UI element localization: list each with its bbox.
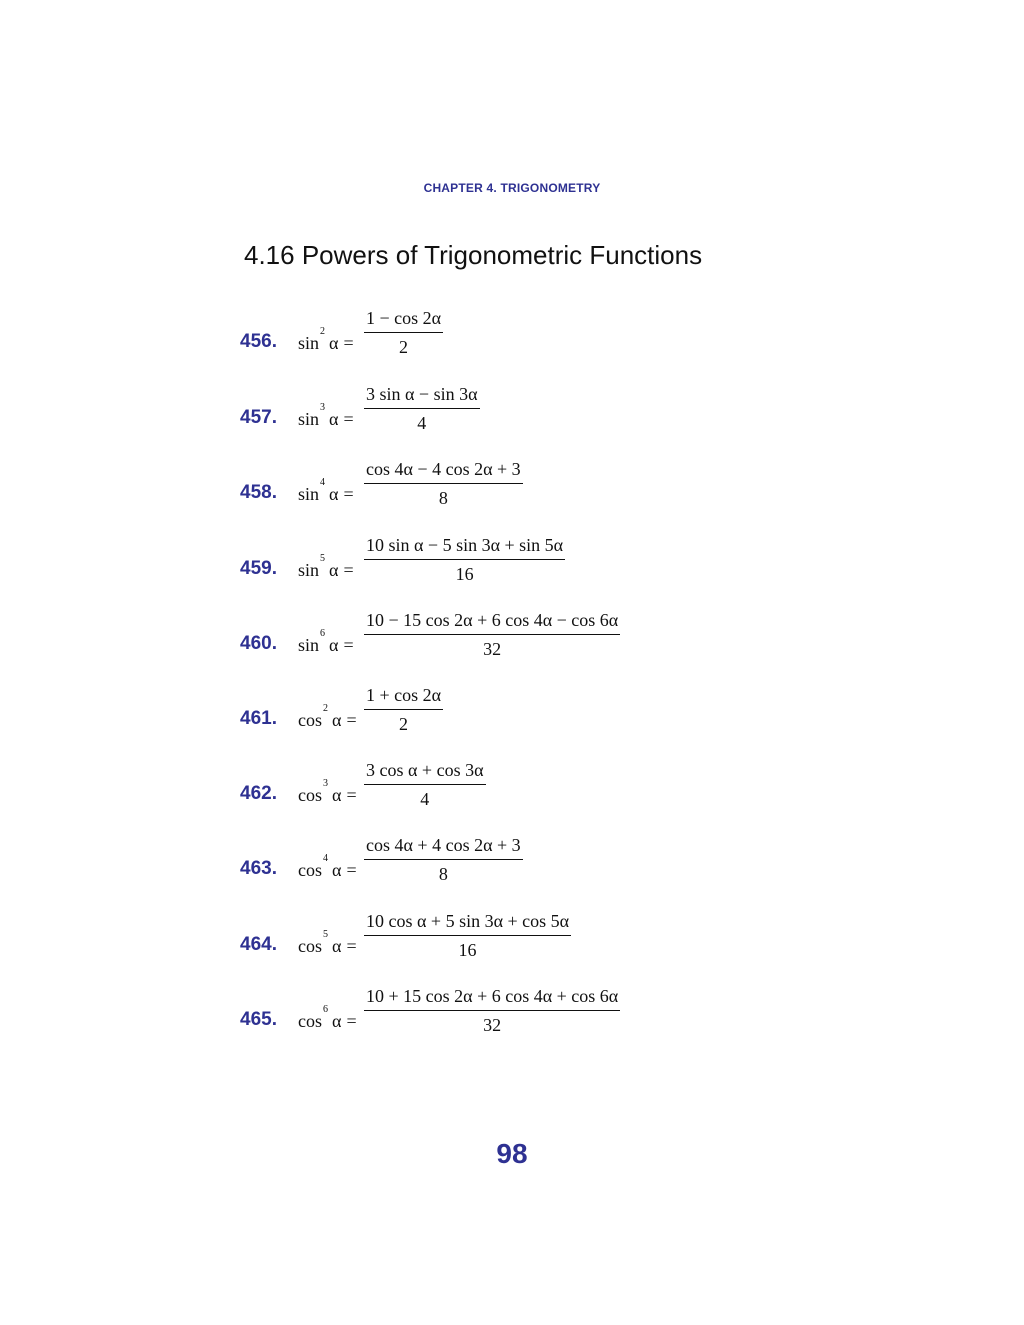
numerator: cos 4α − 4 cos 2α + 3	[364, 458, 523, 484]
power-exponent: 2	[323, 703, 328, 714]
power-exponent: 3	[323, 778, 328, 789]
numerator: 3 sin α − sin 3α	[364, 383, 480, 409]
formula-lhs	[298, 778, 361, 806]
function-name: cos	[298, 1011, 322, 1031]
formula-number: 461.	[240, 708, 277, 729]
denominator: 2	[399, 714, 409, 734]
function-name: cos	[298, 936, 322, 956]
function-name: sin	[298, 409, 320, 429]
variable: α	[329, 409, 339, 429]
equals-sign: =	[346, 785, 357, 805]
page-number: 98	[496, 1138, 528, 1169]
denominator: 32	[483, 1015, 502, 1035]
formula-lhs	[298, 1004, 361, 1032]
function-name: sin	[298, 560, 320, 580]
function-name: cos	[298, 860, 322, 880]
variable: α	[332, 1011, 342, 1031]
power-exponent: 4	[320, 477, 326, 488]
formula-lhs	[298, 402, 358, 430]
formula-457	[240, 384, 760, 457]
denominator: 8	[438, 864, 448, 884]
power-exponent: 2	[320, 326, 326, 337]
formula-number: 458.	[240, 482, 277, 503]
numerator: 10 + 15 cos 2α + 6 cos 4α + cos 6α	[364, 985, 620, 1011]
variable: α	[332, 860, 342, 880]
fraction	[364, 985, 620, 1036]
equals-sign: =	[343, 409, 354, 429]
fraction	[364, 307, 443, 358]
fraction	[364, 609, 620, 660]
formula-number: 462.	[240, 783, 277, 804]
numerator: 1 − cos 2α	[364, 307, 443, 333]
fraction	[364, 534, 565, 585]
fraction	[364, 910, 571, 961]
denominator: 2	[399, 337, 409, 357]
denominator: 4	[417, 413, 427, 433]
formula-number: 464.	[240, 934, 277, 955]
formula-lhs	[298, 929, 361, 957]
numerator: 10 sin α − 5 sin 3α + sin 5α	[364, 534, 565, 560]
numerator: 10 − 15 cos 2α + 6 cos 4α − cos 6α	[364, 609, 620, 635]
formula-462	[240, 760, 760, 833]
fraction	[364, 383, 480, 434]
section-title: 4.16 Powers of Trigonometric Functions	[244, 240, 703, 270]
equals-sign: =	[346, 1011, 357, 1031]
fraction	[364, 684, 443, 735]
chapter-header: CHAPTER 4. TRIGONOMETRY	[423, 181, 601, 195]
numerator: 10 cos α + 5 sin 3α + cos 5α	[364, 910, 571, 936]
function-name: sin	[298, 635, 320, 655]
formula-number: 459.	[240, 558, 277, 579]
variable: α	[332, 710, 342, 730]
denominator: 16	[455, 564, 474, 584]
fraction	[364, 759, 486, 810]
power-exponent: 5	[320, 553, 326, 564]
variable: α	[329, 635, 339, 655]
power-exponent: 6	[323, 1004, 328, 1015]
denominator: 8	[438, 488, 448, 508]
equals-sign: =	[346, 936, 357, 956]
formula-lhs	[298, 553, 358, 581]
power-exponent: 3	[320, 402, 326, 413]
equals-sign: =	[343, 560, 354, 580]
variable: α	[329, 484, 339, 504]
equals-sign: =	[343, 484, 354, 504]
formula-number: 463.	[240, 858, 277, 879]
function-name: sin	[298, 484, 320, 504]
formula-lhs	[298, 853, 361, 881]
equals-sign: =	[343, 635, 354, 655]
formula-lhs	[298, 477, 358, 505]
denominator: 4	[420, 789, 430, 809]
formula-number: 456.	[240, 331, 277, 352]
fraction	[364, 458, 523, 509]
equals-sign: =	[346, 860, 357, 880]
variable: α	[332, 936, 342, 956]
function-name: cos	[298, 710, 322, 730]
power-exponent: 4	[323, 853, 328, 864]
denominator: 32	[483, 639, 502, 659]
formula-number: 465.	[240, 1009, 277, 1030]
formula-number: 457.	[240, 407, 277, 428]
denominator: 16	[458, 940, 477, 960]
numerator: 1 + cos 2α	[364, 684, 443, 710]
function-name: cos	[298, 785, 322, 805]
formula-459	[240, 535, 760, 608]
variable: α	[329, 333, 339, 353]
formula-lhs	[298, 703, 361, 731]
fraction	[364, 834, 523, 885]
formula-number: 460.	[240, 633, 277, 654]
variable: α	[329, 560, 339, 580]
equals-sign: =	[343, 333, 354, 353]
formula-464	[240, 911, 760, 984]
formula-lhs	[298, 628, 358, 656]
formula-lhs	[298, 326, 358, 354]
numerator: 3 cos α + cos 3α	[364, 759, 486, 785]
function-name: sin	[298, 333, 320, 353]
power-exponent: 6	[320, 628, 326, 639]
equals-sign: =	[346, 710, 357, 730]
power-exponent: 5	[323, 929, 328, 940]
variable: α	[332, 785, 342, 805]
numerator: cos 4α + 4 cos 2α + 3	[364, 834, 523, 860]
